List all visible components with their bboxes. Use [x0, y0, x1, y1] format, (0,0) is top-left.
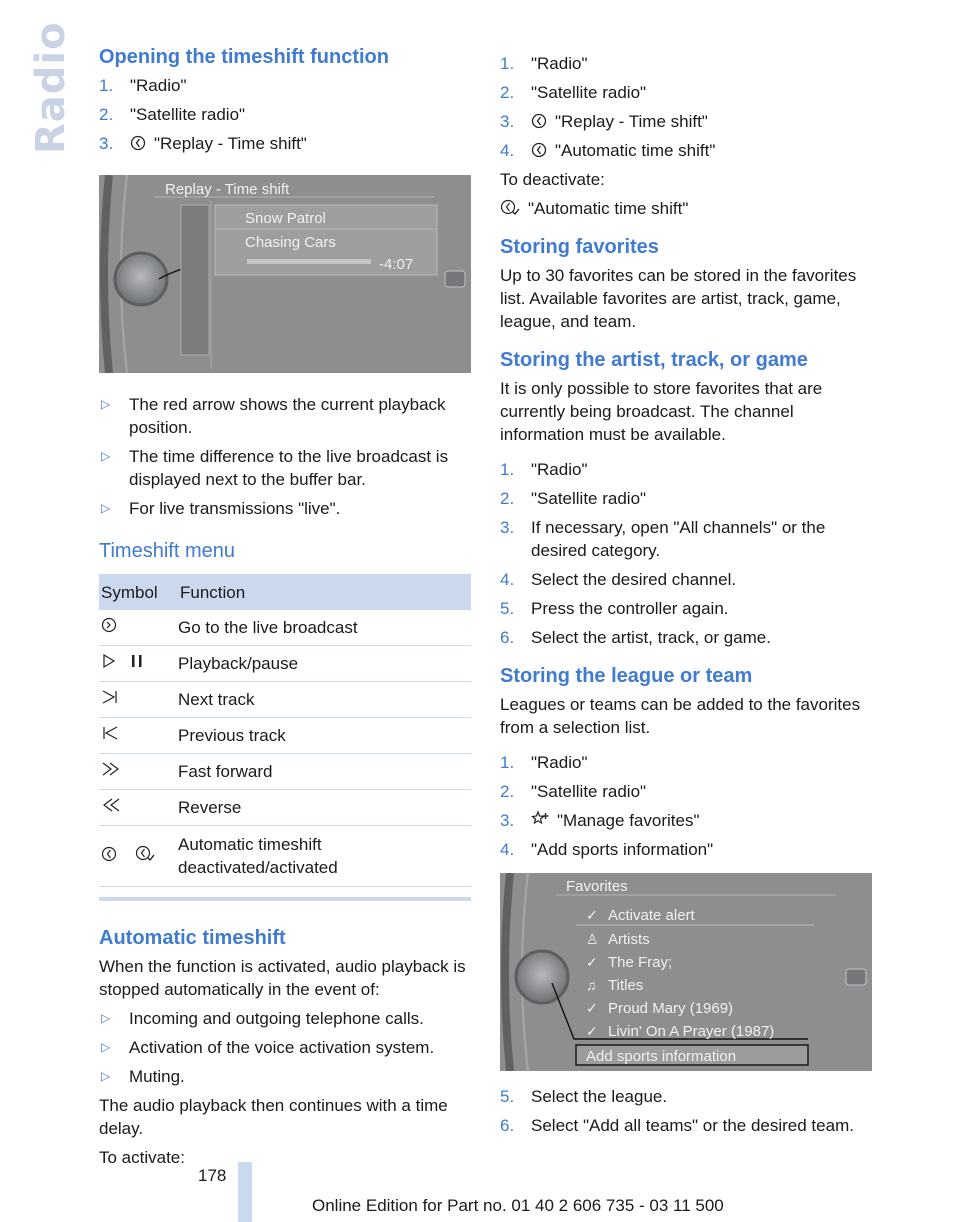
heading-storing-artist: Storing the artist, track, or game: [500, 349, 808, 371]
list-item: 2. "Satellite radio": [500, 83, 647, 102]
list-item: 4. "Add sports information": [500, 840, 714, 859]
table-row: Playback/pause: [99, 646, 471, 682]
menu-item: The Fray;: [608, 954, 673, 971]
list-item: ▷ Muting.: [101, 1067, 185, 1086]
chapter-side-title: [22, 21, 74, 162]
footer-bar: [238, 1162, 252, 1222]
favorites-text: Up to 30 favorites can be stored in the favorites list. Available favorites are artist, track, game, league, and team.: [500, 266, 857, 331]
replay-icon: [130, 135, 146, 151]
menu-item: Titles: [608, 977, 644, 994]
pause-icon: [129, 653, 145, 669]
screen-title: Favorites: [566, 878, 628, 895]
list-item: ▷ Activation of the voice activation system.: [101, 1038, 435, 1057]
replay-screen-image: [99, 175, 471, 373]
fast-forward-icon: [101, 761, 121, 777]
footer-text: Online Edition for Part no. 01 40 2 606 735 - 03 11 500: [312, 1196, 724, 1215]
list-item: 1. "Radio": [500, 460, 588, 479]
checkmark-icon: ✓: [586, 907, 598, 923]
list-item: 5. Select the league.: [500, 1087, 668, 1106]
person-icon: ♙: [586, 931, 599, 947]
screen-frame: [99, 175, 471, 373]
list-item: 1. "Radio": [500, 753, 588, 772]
col-header-symbol: Symbol: [99, 574, 178, 610]
heading-timeshift-menu: Timeshift menu: [99, 540, 235, 562]
list-item: 4. "Automatic time shift": [500, 141, 716, 160]
auto-after-text: The audio playback then continues with a time delay.: [99, 1096, 448, 1138]
list-item: ▷ The red arrow shows the current playback position.: [101, 395, 446, 437]
screen-title: Replay - Time shift: [165, 181, 290, 198]
auto-events-list: [99, 1007, 471, 1088]
checkmark-icon: ✓: [586, 1023, 598, 1039]
menu-item: Livin' On A Prayer (1987): [608, 1023, 775, 1040]
music-note-icon: ♫: [586, 977, 597, 993]
list-item: 3. If necessary, open "All channels" or the desired category.: [500, 518, 826, 560]
auto-timeshift-icon: [531, 142, 547, 158]
list-item: ▷ The time difference to the live broadcast is displayed next to the buffer bar.: [101, 447, 449, 489]
page-number: 178: [198, 1166, 227, 1185]
right-column: [500, 52, 872, 1143]
table-end-rule: [99, 897, 471, 901]
heading-automatic-timeshift: Automatic timeshift: [99, 927, 286, 949]
live-broadcast-icon: [101, 617, 117, 633]
list-item: 6. Select "Add all teams" or the desired team.: [500, 1116, 854, 1135]
auto-intro-text: When the function is activated, audio playback is stopped automatically in the event of:: [99, 957, 466, 999]
previous-track-icon: [101, 725, 119, 741]
table-header-row: [99, 574, 471, 610]
menu-item: Proud Mary (1969): [608, 1000, 734, 1017]
symbol-table: [99, 574, 471, 887]
favorites-screen-image: [500, 873, 872, 1071]
open-steps-list: [99, 74, 471, 155]
artist-steps-list: [500, 458, 872, 649]
screen-time: -4:07: [379, 256, 414, 273]
list-item: 2. "Satellite radio": [500, 782, 647, 801]
table-row: Fast forward: [99, 754, 471, 790]
replay-icon: [531, 113, 547, 129]
col-header-function: Function: [178, 574, 471, 610]
league-steps-list: [500, 751, 872, 861]
auto-timeshift-active-icon: [500, 198, 520, 216]
list-item: 2. "Satellite radio": [99, 105, 246, 124]
list-item: ▷ For live transmissions "live".: [101, 499, 341, 518]
menu-item: Activate alert: [608, 907, 695, 924]
artist-text: It is only possible to store favorites that are currently being broadcast. The channel information must be available.: [500, 379, 823, 444]
to-deactivate-text: To deactivate:: [500, 170, 605, 189]
checkmark-icon: ✓: [586, 954, 598, 970]
list-item: 1. "Radio": [99, 76, 187, 95]
play-icon: [101, 653, 117, 669]
left-column: [99, 44, 471, 1175]
list-item: 6. Select the artist, track, or game.: [500, 628, 771, 647]
table-row: Go to the live broadcast: [99, 610, 471, 646]
table-row: Automatic timeshift deactivated/activated: [99, 826, 471, 887]
list-item: 1. "Radio": [500, 54, 588, 73]
menu-item-highlighted: Add sports information: [586, 1048, 737, 1065]
league-text: Leagues or teams can be added to the favorites from a selection list.: [500, 695, 861, 737]
menu-item: Artists: [608, 931, 650, 948]
table-row: Reverse: [99, 790, 471, 826]
star-plus-icon: [531, 810, 549, 828]
list-item: 4. Select the desired channel.: [500, 570, 737, 589]
list-item: 2. "Satellite radio": [500, 489, 647, 508]
table-row: Previous track: [99, 718, 471, 754]
checkmark-icon: ✓: [586, 1000, 598, 1016]
activate-steps-list: [500, 52, 872, 162]
chapter-title-text: Radio: [28, 21, 74, 154]
final-steps-list: [500, 1085, 872, 1137]
deactivate-item: "Automatic time shift": [500, 197, 872, 220]
playback-notes-list: [99, 393, 471, 520]
next-track-icon: [101, 689, 119, 705]
to-activate-text: To activate:: [99, 1148, 185, 1167]
list-item: ▷ Incoming and outgoing telephone calls.: [101, 1009, 424, 1028]
auto-timeshift-off-icon: [101, 846, 117, 862]
heading-storing-league: Storing the league or team: [500, 665, 753, 687]
screen-artist: Snow Patrol: [245, 210, 326, 227]
list-item: 3. "Replay - Time shift": [500, 112, 708, 131]
heading-storing-favorites: Storing favorites: [500, 236, 659, 258]
list-item: 5. Press the controller again.: [500, 599, 729, 618]
screen-track: Chasing Cars: [245, 234, 336, 251]
auto-timeshift-on-icon: [135, 844, 155, 862]
heading-opening-timeshift: Opening the timeshift function: [99, 46, 389, 68]
list-item: 3. "Manage favorites": [500, 811, 700, 830]
table-row: Next track: [99, 682, 471, 718]
list-item: 3. "Replay - Time shift": [99, 134, 307, 153]
reverse-icon: [101, 797, 121, 813]
